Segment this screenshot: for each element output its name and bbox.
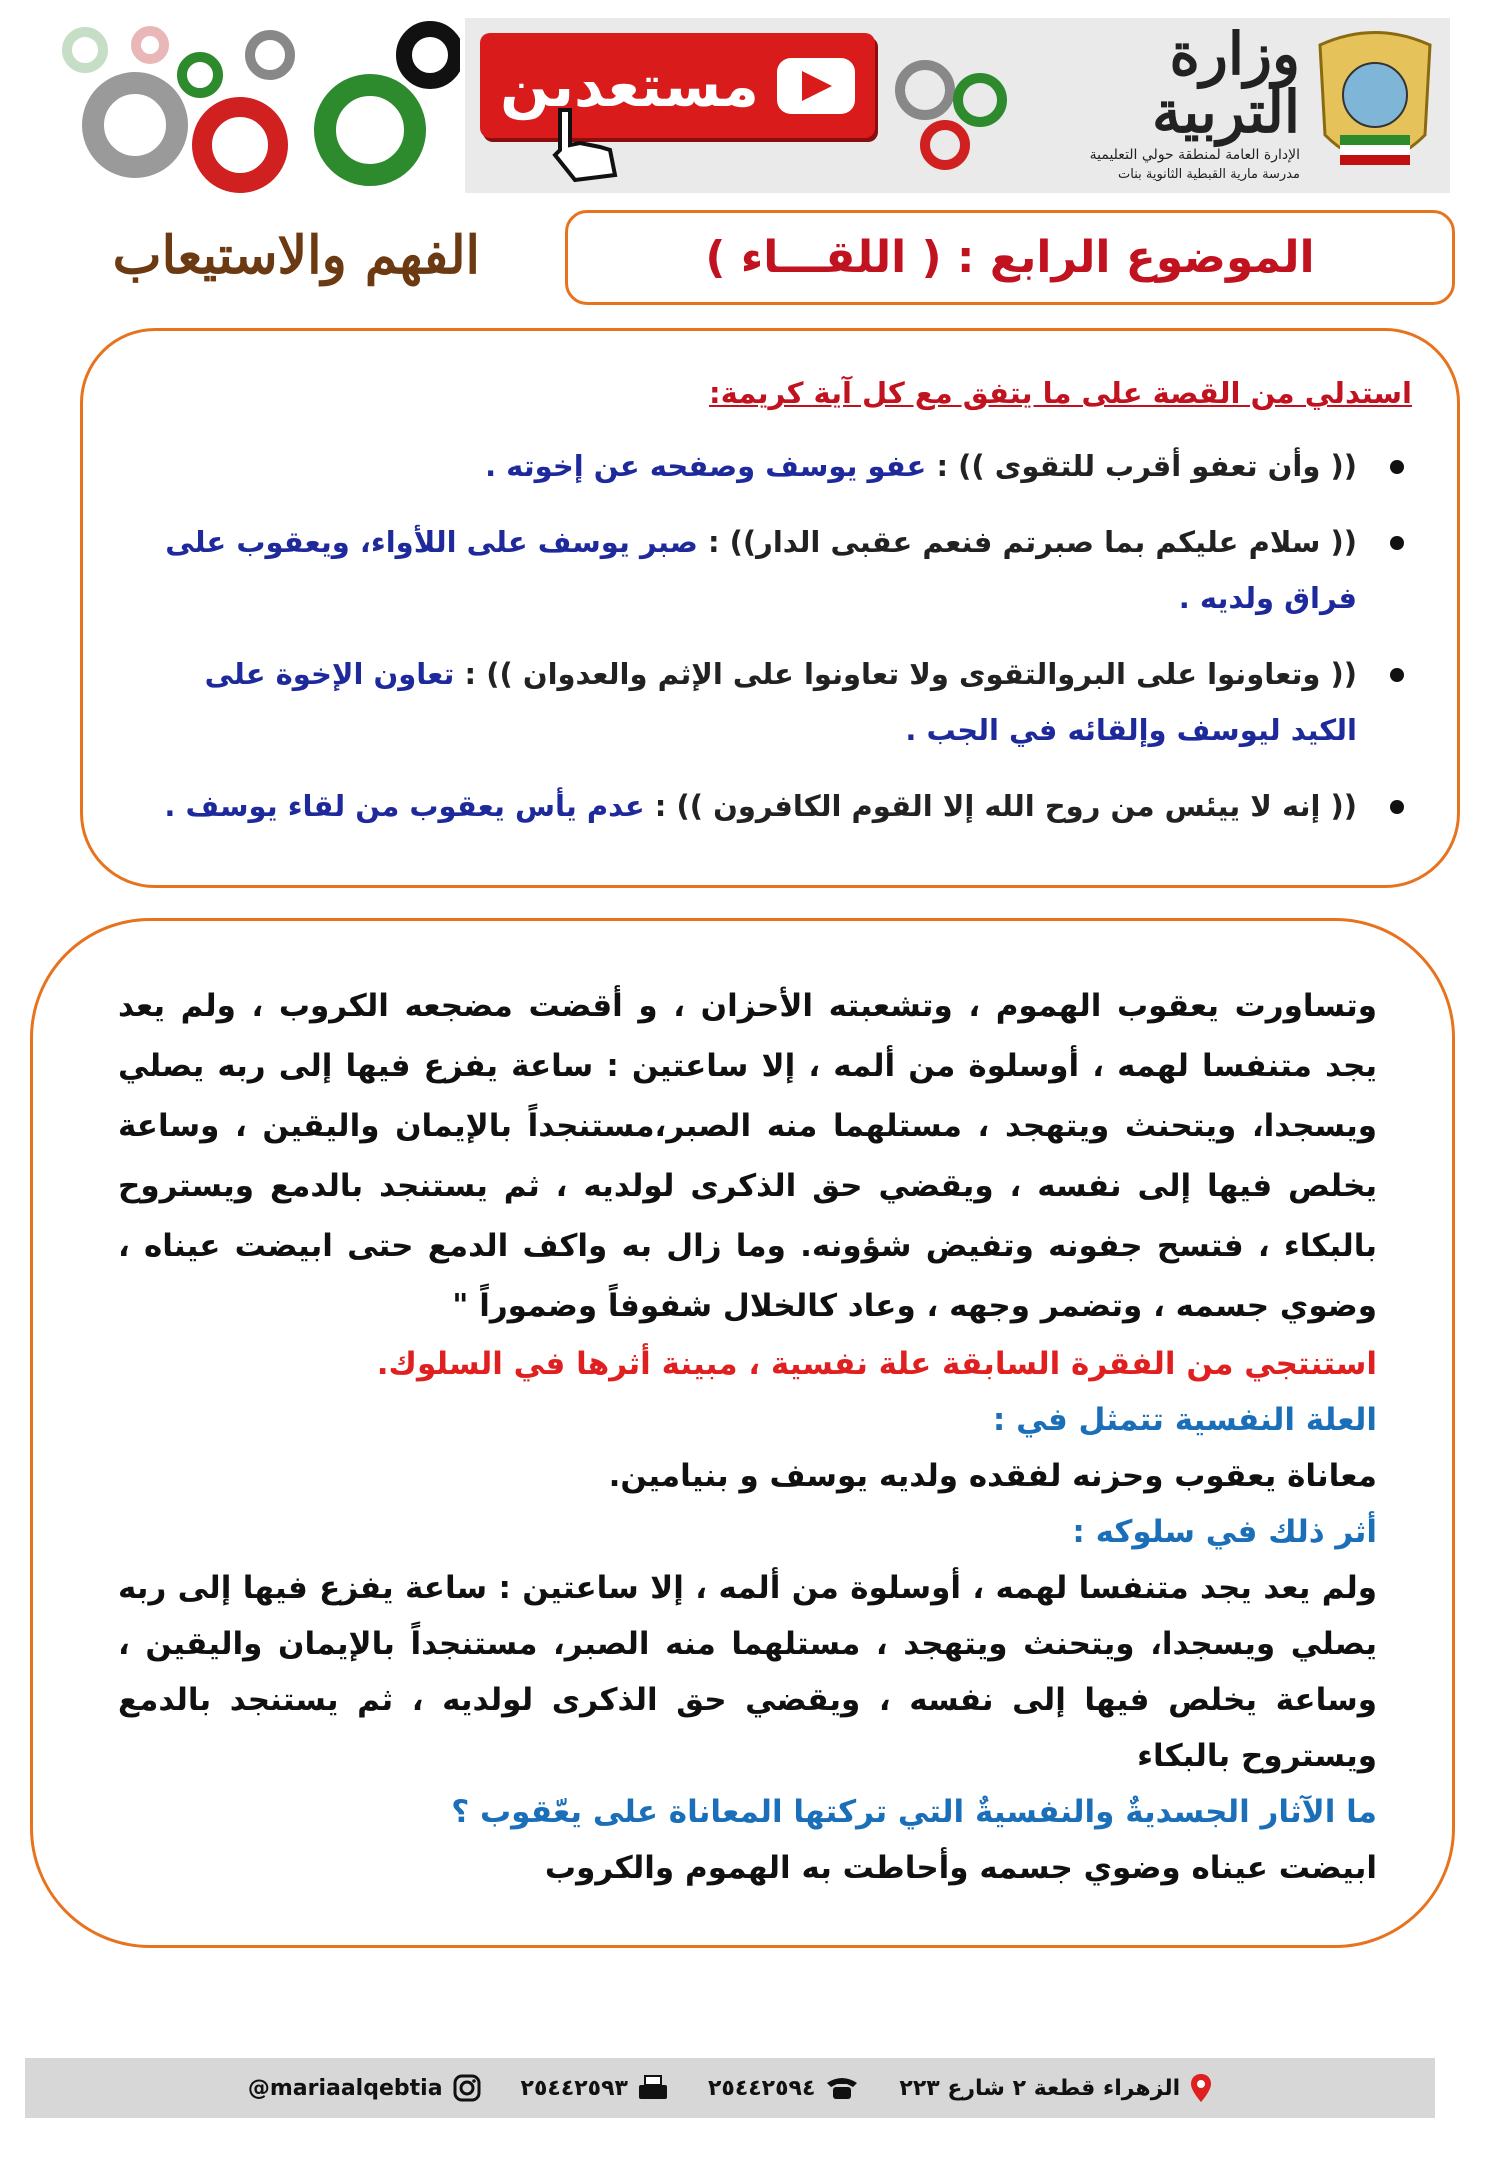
- gears-decoration-icon: [40, 15, 460, 195]
- topic-box: [565, 210, 1455, 305]
- school-logo-icon: [885, 45, 1015, 180]
- verse-answer: صبر يوسف على اللأواء، ويعقوب على فراق ولديه .: [165, 525, 1357, 615]
- ministry-block: [1030, 20, 1300, 182]
- effect-answer: ولم يعد يجد متنفسا لهمه ، أوسلوة من ألمه ، إلا ساعتين : ساعة يفزع فيها إلى ربه يصلي ويسجدا، ويتحنث ويتهجد ، مستلهما منه الصبر، مستنجداً بالإيمان واليقين ، وساعة يخلص فيها إلى نفسه ، ويقضي حق الذكرى لولديه ، ثم يستنجد بالدمع ويستروح بالبكاء: [118, 1570, 1377, 1774]
- phone-text[interactable]: ٢٥٤٤٢٥٩٤: [707, 2075, 816, 2101]
- list-item: [143, 438, 1412, 494]
- cause-label: العلة النفسية تتمثل في :: [992, 1402, 1377, 1438]
- fax-icon: [638, 2075, 668, 2101]
- exercise-box-passage: [30, 918, 1455, 1948]
- instagram-handle[interactable]: @mariaalqebtia: [247, 2075, 443, 2101]
- section-title: الفهم والاستيعاب: [112, 225, 480, 286]
- footer-instagram: [248, 2074, 481, 2102]
- passage-text: وتساورت يعقوب الهموم ، وتشعبته الأحزان ، و أقضت مضجعه الكروب ، ولم يعد يجد متنفسا لهمه ، أوسلوة من ألمه ، إلا ساعتين : ساعة يفزع فيها إلى ربه يصلي ويسجدا، ويتحنث ويتهجد ، مستلهما منه الصبر،مستنجداً بالإيمان واليقين ، وساعة يخلص فيها إلى نفسه ، ويقضي حق الذكرى لولديه ، ثم يستنجد بالدمع ويستروح بالبكاء ، فتسح جفونه وتفيض شؤونه. وما زال به واكف الدمع حتى ابيضت عيناه ، وضوي جسمه ، وتضمر وجهه ، وعاد كالخلال شفوفاً وضموراً ": [118, 988, 1377, 1324]
- effects-answer: ابيضت عيناه وضوي جسمه وأحاطت به الهموم والكروب: [544, 1850, 1377, 1886]
- list-item: [143, 646, 1412, 758]
- verse-answer: عدم يأس يعقوب من لقاء يوسف .: [164, 789, 645, 823]
- list-item: [143, 514, 1412, 626]
- footer-phone: [708, 2075, 859, 2101]
- cause-answer: معاناة يعقوب وحزنه لفقده ولديه يوسف و بنيامين.: [608, 1458, 1377, 1494]
- effect-label: أثر ذلك في سلوكه :: [1072, 1514, 1377, 1550]
- youtube-label: مستعدين: [500, 51, 759, 120]
- verse-list: [143, 438, 1412, 834]
- address-text: الزهراء قطعة ٢ شارع ٢٢٣: [899, 2075, 1181, 2101]
- school-name: مدرسة مارية القبطية الثانوية بنات: [1118, 167, 1300, 182]
- question-effects: ما الآثار الجسديةٌ والنفسيةٌ التي تركتها المعاناة على يعّقوب ؟: [451, 1794, 1377, 1830]
- telephone-icon: [825, 2075, 859, 2101]
- footer-fax: [521, 2075, 668, 2101]
- ministry-name: وزارة التربية: [1151, 20, 1300, 146]
- verse-answer: عفو يوسف وصفحه عن إخوته .: [485, 449, 927, 483]
- exercise1-prompt: استدلي من القصة على ما يتفق مع كل آية كريمة:: [709, 376, 1412, 410]
- youtube-play-icon: [777, 58, 855, 114]
- pointer-hand-icon: [540, 105, 630, 185]
- verse-answer: تعاون الإخوة على الكيد ليوسف وإلقائه في الجب .: [204, 657, 1357, 747]
- instagram-icon: [453, 2074, 481, 2102]
- list-item: [143, 778, 1412, 834]
- footer-address: [899, 2073, 1212, 2103]
- verse-text: (( وتعاونوا على البروالتقوى ولا تعاونوا على الإثم والعدوان )) :: [454, 657, 1357, 691]
- topic-title: الموضوع الرابع : ( اللقـــاء ): [705, 232, 1315, 283]
- location-pin-icon: [1190, 2073, 1212, 2103]
- footer-bar: [25, 2058, 1435, 2118]
- verse-text: (( إنه لا ييئس من روح الله إلا القوم الكافرون )) :: [644, 789, 1357, 823]
- exercise-box-verses: [80, 328, 1460, 888]
- verse-text: (( وأن تعفو أقرب للتقوى )) :: [926, 449, 1357, 483]
- question-cause: استنتجي من الفقرة السابقة علة نفسية ، مبينة أثرها في السلوك.: [376, 1346, 1377, 1382]
- fax-text: ٢٥٤٤٢٥٩٣: [520, 2075, 628, 2101]
- ministry-district: الإدارة العامة لمنطقة حولي التعليمية: [1089, 147, 1300, 163]
- verse-text: (( سلام عليكم بما صبرتم فنعم عقبى الدار)) :: [697, 525, 1357, 559]
- kuwait-emblem-icon: [1310, 25, 1440, 190]
